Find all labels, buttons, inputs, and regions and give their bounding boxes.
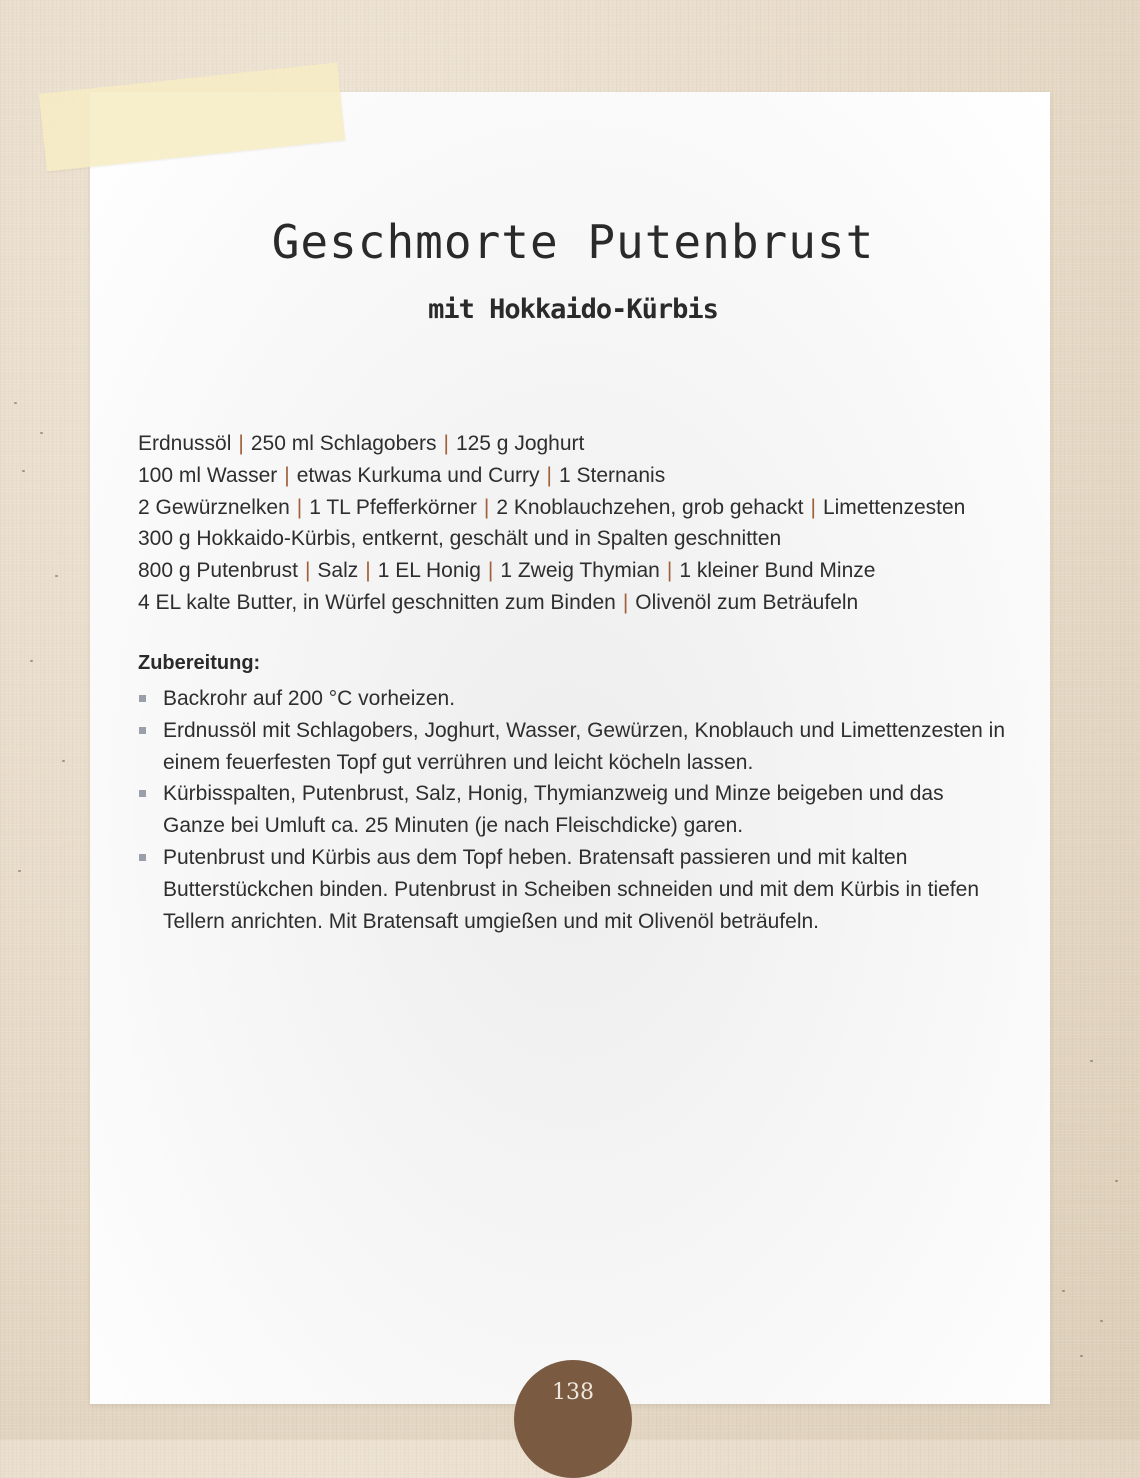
ingredient-separator: | [284,463,290,487]
ingredient-item: 1 kleiner Bund Minze [679,559,876,583]
background-speck [40,432,43,434]
ingredient-item: etwas Kurkuma und Curry [296,463,540,487]
ingredient-item: Salz [317,559,359,583]
preparation-steps [138,683,1008,937]
recipe-subtitle: mit Hokkaido-Kürbis [428,294,718,325]
ingredient-line [138,492,1018,524]
bullet-icon [139,695,146,702]
ingredient-item: 1 TL Pfefferkörner [309,495,477,519]
bullet-icon [139,727,146,734]
ingredient-item: 800 g Putenbrust [138,559,298,583]
ingredient-separator: | [296,495,303,519]
preparation-heading: Zubereitung: [138,652,261,674]
background-speck [1080,1355,1083,1357]
step-item [138,715,1008,779]
background-speck [30,660,33,662]
ingredient-separator: | [443,432,449,455]
page-number: 138 [552,1380,594,1405]
step-text: Putenbrust und Kürbis aus dem Topf heben. Bratensaft passieren und mit kalten Butterstückchen binden. Putenbrust in Scheiben schneiden und mit dem Kürbis in tiefen Tellern anrichten. Mit Bratensaft umgießen und mit Olivenöl beträufeln. [163,845,979,933]
background-speck [62,760,65,762]
step-text: Erdnussöl mit Schlagobers, Joghurt, Wasser, Gewürzen, Knoblauch und Limettenzesten in einem feuerfesten Topf gut verrühren und leicht köcheln lassen. [163,718,1005,774]
ingredient-list [138,428,1018,619]
step-item [138,842,1008,937]
background-speck [14,402,17,404]
ingredient-item: 4 EL kalte Butter, in Würfel geschnitten zum Binden [138,590,616,614]
ingredient-line [138,587,1018,619]
ingredient-item: 250 ml Schlagobers [250,432,437,455]
ingredient-item: 2 Knoblauchzehen, grob gehackt [496,495,804,519]
background-speck [22,470,25,472]
background-speck [1100,1320,1103,1322]
bullet-icon [139,790,146,797]
ingredient-separator: | [810,495,816,519]
ingredient-item: Erdnussöl [138,432,232,455]
step-item [138,778,1008,842]
ingredient-item: Olivenöl zum Beträufeln [635,590,859,614]
ingredient-separator: | [622,590,629,614]
ingredient-separator: | [365,559,371,583]
ingredient-line [138,523,1018,555]
ingredient-separator: | [546,463,552,487]
ingredient-line [138,555,1018,587]
ingredient-item: Limettenzesten [822,495,966,519]
ingredient-item: 300 g Hokkaido-Kürbis, entkernt, geschält und in Spalten geschnitten [138,527,782,551]
page-number-badge [514,1360,632,1478]
recipe-title: Geschmorte Putenbrust [271,215,875,269]
background-speck [1115,1180,1118,1182]
background-speck [1062,1290,1065,1292]
step-text: Kürbisspalten, Putenbrust, Salz, Honig, Thymianzweig und Minze beigeben und das Ganze bei Umluft ca. 25 Minuten (je nach Fleischdicke) garen. [163,782,944,838]
ingredient-item: 125 g Joghurt [455,432,585,455]
background-speck [1090,1060,1093,1062]
ingredient-item: 1 EL Honig [377,559,481,583]
ingredient-item: 1 Sternanis [558,463,666,487]
step-text: Backrohr auf 200 °C vorheizen. [163,687,456,710]
ingredient-separator: | [304,559,311,583]
ingredient-line [138,428,1018,460]
ingredient-item: 100 ml Wasser [138,463,278,487]
ingredient-separator: | [666,559,673,583]
background-speck [18,870,21,872]
ingredient-separator: | [238,432,244,455]
ingredient-item: 1 Zweig Thymian [500,559,660,583]
bullet-icon [139,854,146,861]
ingredient-separator: | [487,559,494,583]
step-item [138,683,1008,715]
background-speck [55,575,58,577]
ingredient-separator: | [483,495,490,519]
ingredient-line [138,460,1018,492]
ingredient-item: 2 Gewürznelken [138,495,290,519]
